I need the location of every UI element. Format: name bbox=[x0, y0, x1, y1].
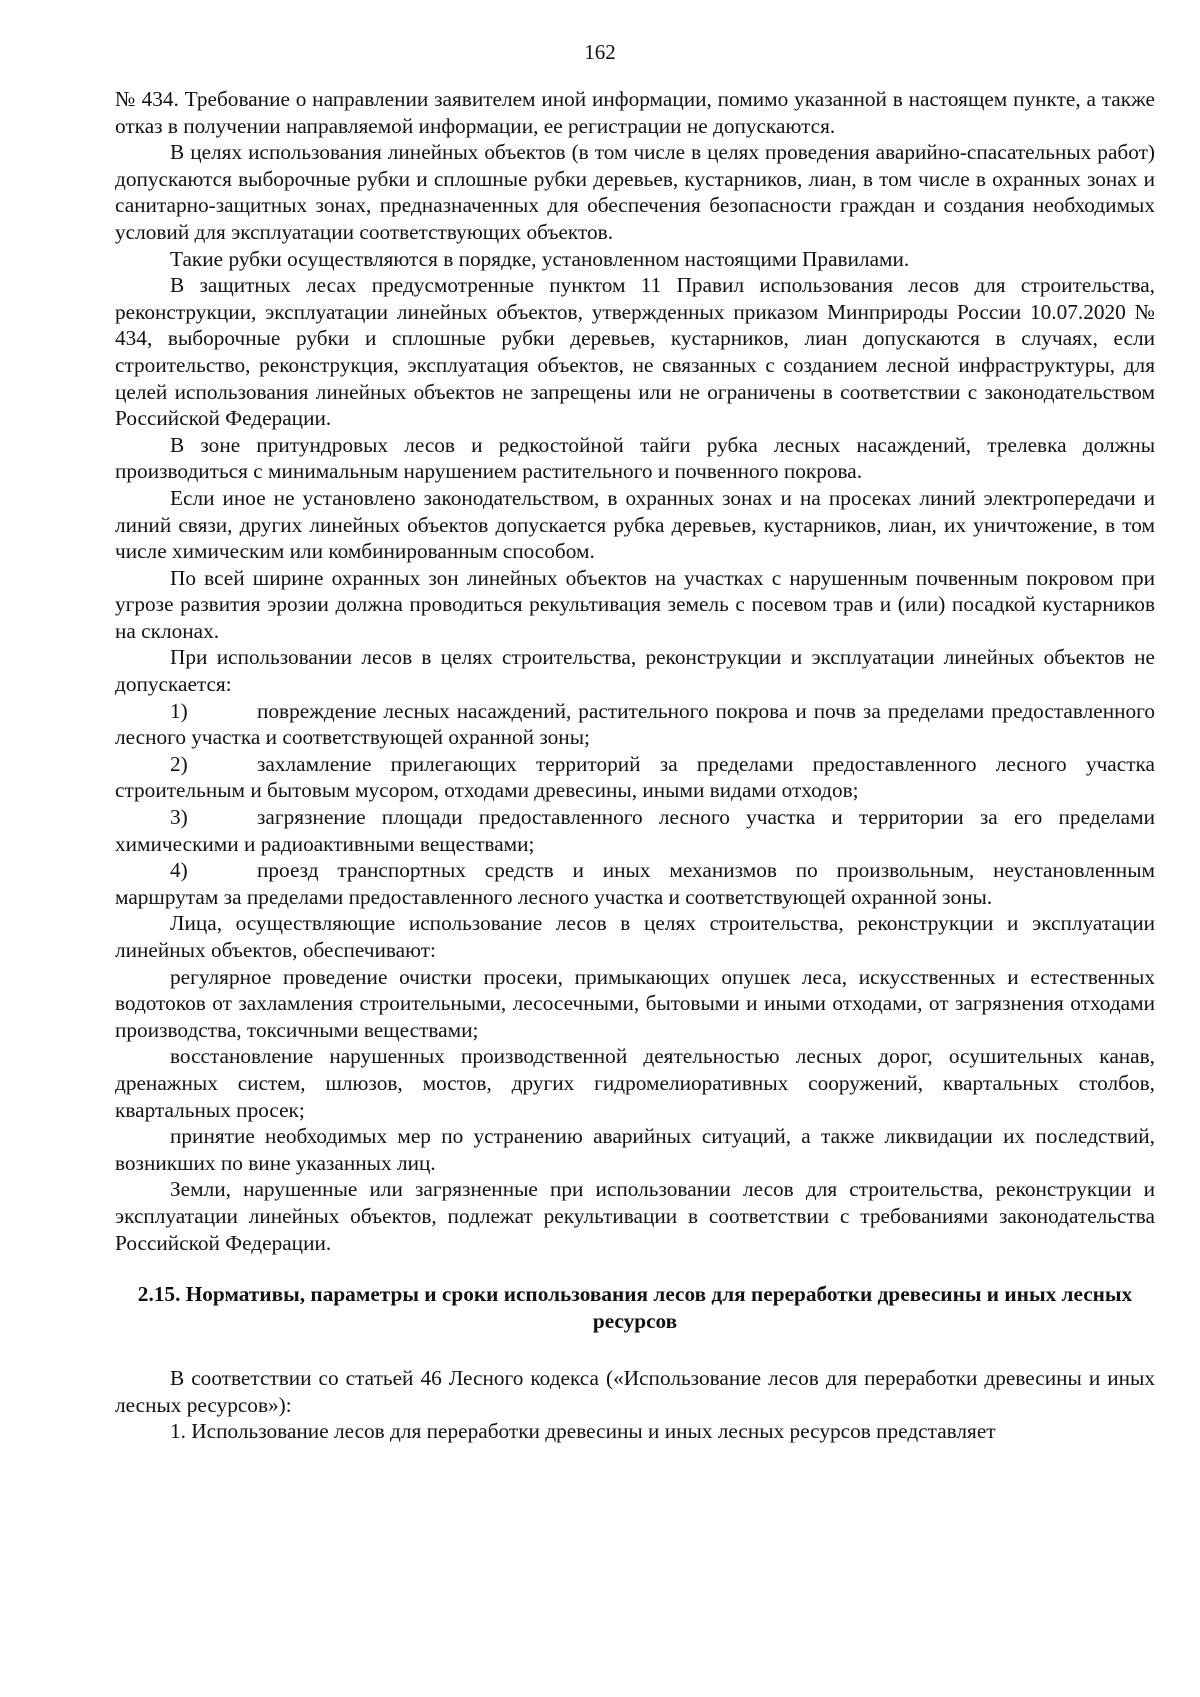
list-item-number: 2) bbox=[170, 751, 188, 776]
list-item-text: повреждение лесных насаждений, растительного покрова и почв за пределами предоставленного лесного участка и соответствующей охранной зоны; bbox=[115, 698, 1155, 750]
paragraph: восстановление нарушенных производственной деятельностью лесных дорог, осушительных канав, дренажных систем, шлюзов, мостов, других гидромелиоративных сооружений, квартальных столбов, квартальных просек; bbox=[115, 1044, 1155, 1122]
paragraph: В целях использования линейных объектов (в том числе в целях проведения аварийно-спасательных работ) допускаются выборочные рубки и сплошные рубки деревьев, кустарников, лиан, в том числе в охранных зонах и санитарно-защитных зонах, предназначенных для обеспечения безопасности граждан и создания необходимых условий для эксплуатации соответствующих объектов. bbox=[115, 140, 1155, 244]
paragraph: № 434. Требование о направлении заявителем иной информации, помимо указанной в настоящем пункте, а также отказ в получении направляемой информации, ее регистрации не допускаются. bbox=[115, 87, 1155, 138]
paragraph: 1. Использование лесов для переработки древесины и иных лесных ресурсов представляет bbox=[170, 1419, 996, 1444]
list-item-number: 4) bbox=[170, 858, 188, 883]
paragraph: В соответствии со статьей 46 Лесного кодекса («Использование лесов для переработки древесины и иных лесных ресурсов»): bbox=[115, 1366, 1155, 1417]
list-item-number: 3) bbox=[170, 805, 188, 830]
page-number: 162 bbox=[584, 40, 616, 64]
paragraph: Лица, осуществляющие использование лесов в целях строительства, реконструкции и эксплуатации линейных объектов, обеспечивают: bbox=[115, 911, 1155, 962]
document-body bbox=[115, 86, 1155, 1445]
list-item-text: захламление прилегающих территорий за пределами предоставленного лесного участка строительным и бытовым мусором, отходами древесины, иными видами отходов; bbox=[115, 751, 1155, 803]
list-item-text: проезд транспортных средств и иных механизмов по произвольным, неустановленным маршрутам за пределами предоставленного лесного участка и соответствующей охранной зоны. bbox=[115, 858, 1155, 909]
list-item bbox=[115, 804, 1155, 857]
paragraph: Если иное не установлено законодательством, в охранных зонах и на просеках линий электропередачи и линий связи, других линейных объектов допускается рубка деревьев, кустарников, лиан, их уничтожение, в том числе химическим или комбинированным способом. bbox=[115, 485, 1155, 564]
paragraph: принятие необходимых мер по устранению аварийных ситуаций, а также ликвидации их последствий, возникших по вине указанных лиц. bbox=[115, 1124, 1155, 1175]
list-item bbox=[115, 857, 1155, 910]
list-item bbox=[115, 751, 1155, 804]
paragraph: Земли, нарушенные или загрязненные при использовании лесов для строительства, реконструкции и эксплуатации линейных объектов, подлежат рекультивации в соответствии с требованиями законодательства Российской Федерации. bbox=[115, 1177, 1155, 1255]
paragraph: По всей ширине охранных зон линейных объектов на участках с нарушенным почвенным покровом при угрозе развития эрозии должна проводиться рекультивация земель с посевом трав и (или) посадкой кустарников на склонах. bbox=[115, 565, 1155, 643]
paragraph: регулярное проведение очистки просеки, примыкающих опушек леса, искусственных и естественных водотоков от захламления строительными, лесосечными, бытовыми и иными отходами, от загрязнения отходами производства, токсичными веществами; bbox=[115, 964, 1155, 1042]
paragraph: При использовании лесов в целях строительства, реконструкции и эксплуатации линейных объектов не допускается: bbox=[115, 645, 1155, 697]
list-item-text: загрязнение площади предоставленного лесного участка и территории за его пределами химическими и радиоактивными веществами; bbox=[115, 805, 1155, 856]
list-item bbox=[115, 698, 1155, 751]
section-heading: 2.15. Нормативы, параметры и сроки использования лесов для переработки древесины и иных лесных ресурсов bbox=[137, 1282, 1133, 1334]
paragraph: В зоне притундровых лесов и редкостойной тайги рубка лесных насаждений, трелевка должны производиться с минимальным нарушением растительного и почвенного покрова. bbox=[115, 432, 1155, 484]
paragraph: В защитных лесах предусмотренные пунктом 11 Правил использования лесов для строительства, реконструкции, эксплуатации линейных объектов, утвержденных приказом Минприроды России 10.07.2020 № 434, выборочные рубки и сплошные рубки деревьев, кустарников, лиан допускаются в случаях, если строительство, реконструкция, эксплуатация объектов, не связанных с созданием лесной инфраструктуры, для целей использования линейных объектов не запрещены или не ограничены в соответствии с законодательством Российской Федерации. bbox=[115, 273, 1155, 431]
paragraph: Такие рубки осуществляются в порядке, установленном настоящими Правилами. bbox=[170, 246, 910, 271]
list-item-number: 1) bbox=[170, 698, 188, 723]
